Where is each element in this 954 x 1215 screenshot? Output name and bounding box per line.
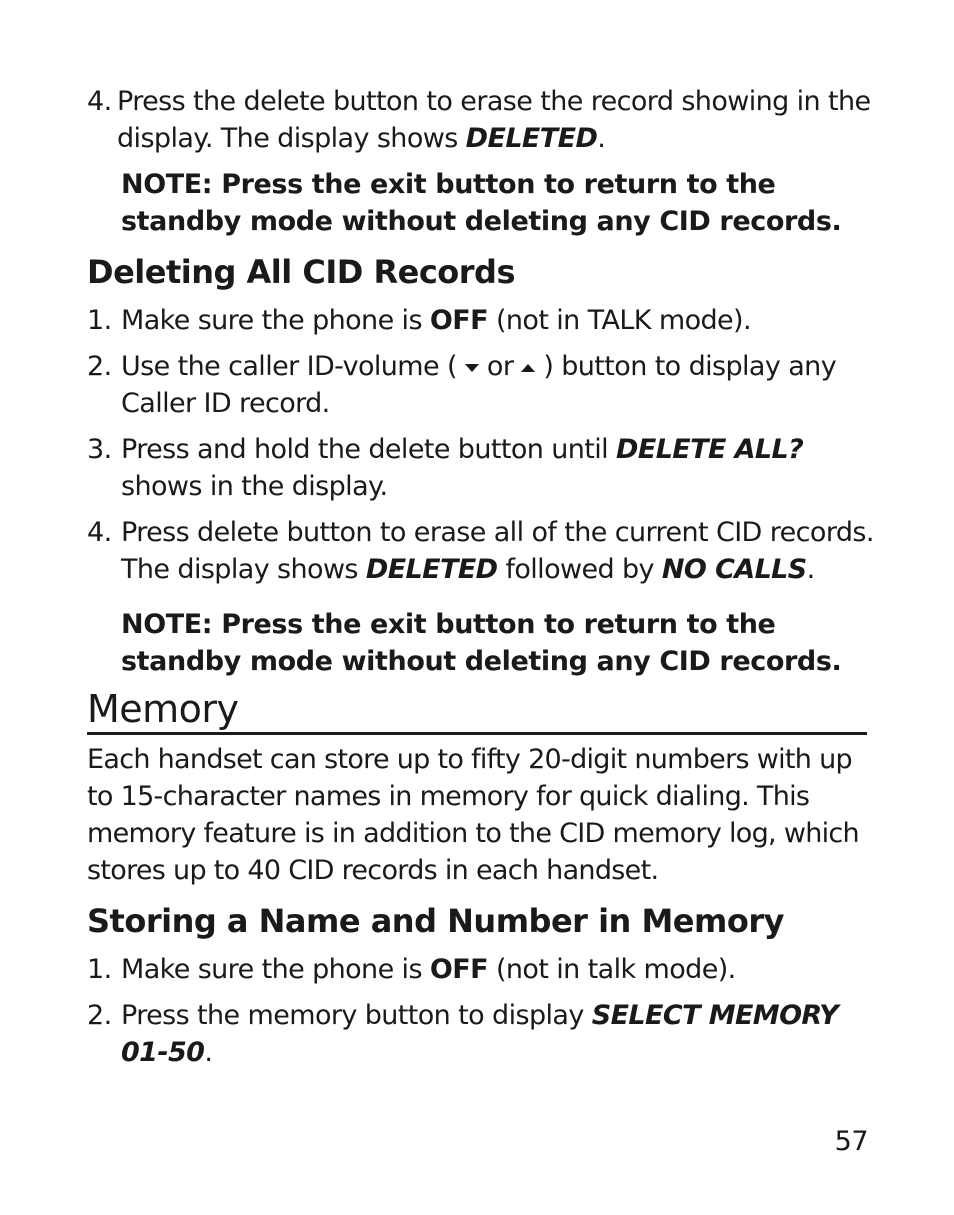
heading-memory: Memory xyxy=(87,686,867,735)
heading-storing-name-number: Storing a Name and Number in Memory xyxy=(87,902,784,940)
step-text: Press the delete button to erase the record showing in the display. The display shows DELETED. xyxy=(117,86,871,154)
heading-deleting-all-cid-records: Deleting All CID Records xyxy=(87,253,515,291)
volume-down-icon xyxy=(465,364,479,372)
volume-up-icon xyxy=(521,364,535,372)
step-3-hold-delete: 3. Press and hold the delete button until DELETE ALL? shows in the display. xyxy=(87,434,804,502)
step-number: 4. xyxy=(87,86,112,117)
memory-intro: Each handset can store up to fifty 20-digit numbers with up to 15-character names in memory for quick dialing. This memory feature is in addition to the CID memory log, which stores up to 40 CID records in each handset. xyxy=(87,744,859,886)
step-4-erase-all: 4. Press delete button to erase all of the current CID records. The display shows DELETED followed by NO CALLS. xyxy=(87,517,874,585)
note-exit-button: NOTE: Press the exit button to return to the standby mode without deleting any CID records. xyxy=(121,169,842,237)
page-number: 57 xyxy=(834,1126,868,1157)
step-4-delete-record xyxy=(87,83,877,157)
memory-step-1-phone-off: 1. Make sure the phone is OFF (not in talk mode). xyxy=(87,954,736,985)
note-exit-button-2: NOTE: Press the exit button to return to the standby mode without deleting any CID records. xyxy=(121,609,842,677)
memory-step-2-select-memory: 2. Press the memory button to display SELECT MEMORY 01-50. xyxy=(87,1000,839,1068)
step-2-caller-id-volume: 2. Use the caller ID-volume ( or ) button to display any Caller ID record. xyxy=(87,351,837,419)
step-1-phone-off: 1. Make sure the phone is OFF (not in TALK mode). xyxy=(87,305,751,336)
